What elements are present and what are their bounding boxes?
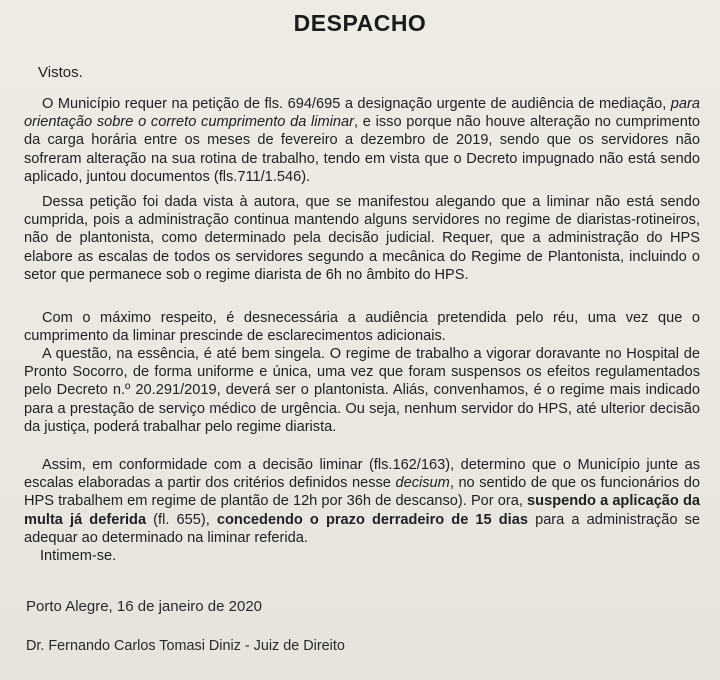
paragraph-order-text-g: para a administração se adequar ao determinado na liminar referida.	[24, 511, 700, 546]
paragraph-regime-question	[24, 345, 700, 436]
document-title: DESPACHO	[293, 10, 427, 36]
place-date: Porto Alegre, 16 de janeiro de 2020	[26, 598, 263, 615]
paragraph-order-text-a: Assim, em conformidade com a decisão liminar (fls.162/163), determino que o Município junte as escalas elaboradas a partir dos critérios definidos nesse	[24, 457, 700, 492]
paragraph-plaintiff-reply	[24, 193, 700, 284]
paragraph-order-bold-fine: suspendo a aplicação da multa já deferida	[24, 493, 700, 528]
paragraph-order-bold-deadline: concedendo o prazo derradeiro de 15 dias	[216, 511, 528, 528]
paragraph-petition-text-a: O Município requer na petição de fls. 694/695 a designação urgente de audiência de mediação,	[42, 96, 671, 112]
paragraph-order-text-e: (fl. 655),	[146, 511, 217, 528]
paragraph-order-text-c: , no sentido de que os funcionários do HPS trabalhem em regime de plantão de 12h por 36h de descanso). Por ora,	[24, 475, 700, 510]
paragraph-hearing-unnecessary-text: Com o máximo respeito, é desnecessária a audiência pretendida pelo réu, uma vez que o cumprimento da liminar prescinde de esclarecimentos adicionais.	[24, 310, 700, 345]
closing-line: Intimem-se.	[40, 548, 117, 564]
paragraph-petition-italic: para orientação sobre o correto cumprimento da liminar	[24, 96, 700, 131]
paragraph-order	[24, 456, 700, 547]
judge-signature: Dr. Fernando Carlos Tomasi Diniz - Juiz de Direito	[26, 638, 345, 654]
paragraph-plaintiff-reply-text: Dessa petição foi dada vista à autora, que se manifestou alegando que a liminar não está sendo cumprida, pois a administração continua mantendo alguns servidores no regime de diaristas-rotineiros, não de plantonista, como determinado pela decisão judicial. Requer, que a administração do HPS elabore as escalas de todos os servidores segundo a mecânica do Regime de Plantonista, incluindo o setor que permanece sob o regime diarista de 6h no âmbito do HPS.	[24, 194, 700, 283]
paragraph-regime-question-text: A questão, na essência, é até bem singela. O regime de trabalho a vigorar doravante no Hospital de Pronto Socorro, de forma uniforme e única, uma vez que foram suspensos os efeitos regulamentados pelo Decreto n.º 20.291/2019, deverá ser o plantonista. Aliás, convenhamos, é o regime mais indicado para a prestação de serviço médico de urgência. Ou seja, nenhum servidor do HPS, até ulterior decisão da justiça, poderá trabalhar pelo regime diarista.	[24, 346, 700, 435]
greeting: Vistos.	[38, 64, 83, 81]
paragraph-hearing-unnecessary	[24, 309, 700, 345]
paragraph-order-italic: decisum	[395, 475, 450, 492]
paragraph-petition	[24, 95, 700, 186]
paragraph-petition-text-c: , e isso porque não houve alteração no cumprimento da carga horária entre os meses de fevereiro a dezembro de 2019, sendo que os servidores não sofreram alteração na sua rotina de trabalho, tendo em vista que o Decreto impugnado não está sendo aplicado, juntou documentos (fls.711/1.546).	[24, 114, 700, 185]
